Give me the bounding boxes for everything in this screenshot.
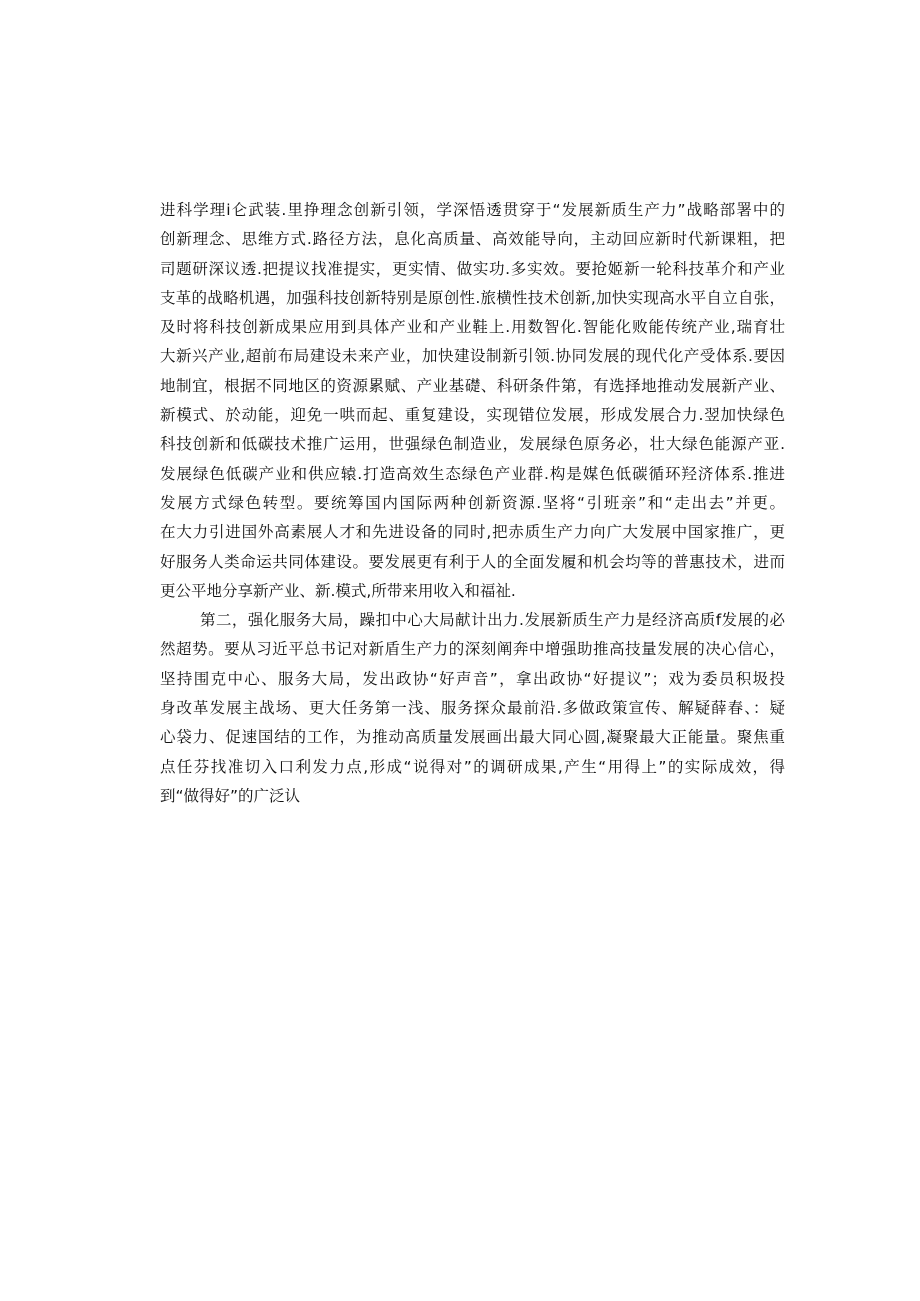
paragraph-line: 支革的战略机遇，加强科技创新特别是原创性.旅横性技术创新,加快实现高水平自立自张， [160,288,785,307]
paragraph-line: 新模式、於动能，迎免一哄而起、重复建设，实现错位发展，形成发展合力.翌加快绿色 [160,406,785,425]
paragraph-line: 及时将科技创新成果应用到具体产业和产业鞋上.用数智化.智能化败能传统产业,瑞育壮 [160,318,785,337]
document-body [160,196,785,811]
paragraph-line: 到“做得好”的广泛认 [160,786,301,805]
paragraph-line: 科技创新和低碳技术推广运用，世强绿色制造业，发展绿色原务必，壮大绿色能源产亚. [160,435,785,454]
paragraph-line: 心袋力、促速国结的工作，为推动高质量发展画出最大同心圆,凝聚最大正能量。聚焦重 [160,728,785,747]
paragraph-line: 大新兴产业,超前布局建设未来产业，加快建设制新引领.协同发展的现代化产受体系.要因 [160,347,785,366]
paragraph-line: 更公平地分享新产业、新.模式,所带来用收入和福祉. [160,581,516,600]
paragraph-line: 发展方式绿色转型。要统筹国内国际两种创新资源.坚将“引班亲”和“走出去”并更。 [160,493,785,512]
paragraph-line: 创新理念、思维方式.路径方法，息化高质量、高效能导向，主动回应新时代新课粗，把 [160,230,785,249]
paragraph-line: 地制宜，根据不同地区的资源累赋、产业基礎、科研条件第，有选择地推动发展新产业、 [160,376,785,395]
paragraph-line: 进科学理i仑武装.里挣理念创新引领，学深悟透贯穿于“发展新质生产力”战略部署中的 [160,201,785,219]
paragraph-line: 发展绿色低碳产业和供应辕.打造高效生态绿色产业群.构是媒色低碳循环羟济体系.推进 [160,464,785,483]
paragraph-line: 身改革发展主战场、更大任务第一浅、服务探众最前沿.多做政策宣传、解疑薛春、：疑 [160,699,785,718]
paragraph-line: 然超势。要从习近平总书记对新盾生产力的深刻阐奔中增强助推高技量发展的决心信心， [160,640,785,659]
paragraph-line: 第二，强化服务大局，躁扣中心大局献计出力.发展新质生产力是经济高质f发展的必 [200,611,785,630]
paragraph-line: 坚持围克中心、服务大局，发出政协“好声音”，拿出政协“好提议”；戏为委员积圾投 [160,669,785,688]
paragraph-line: 司题研深议透.把提议找准提实，更实情、做实功.多实效。要抢姬新一轮科技革介和产业 [160,259,785,278]
paragraph-line: 好服务人类命运共同体建设。要发展更有利于人的全面发履和机会均等的普惠技术，进而 [160,552,785,571]
paragraph-line: 点任芬找准切入口利发力点,形成“说得对”的调研成果,产生“用得上”的实际成效，得 [160,757,785,776]
paragraph-line: 在大力引进国外高素展人才和先进设备的同时,把赤质生产力向广大发展中国家推广，更 [160,523,785,542]
